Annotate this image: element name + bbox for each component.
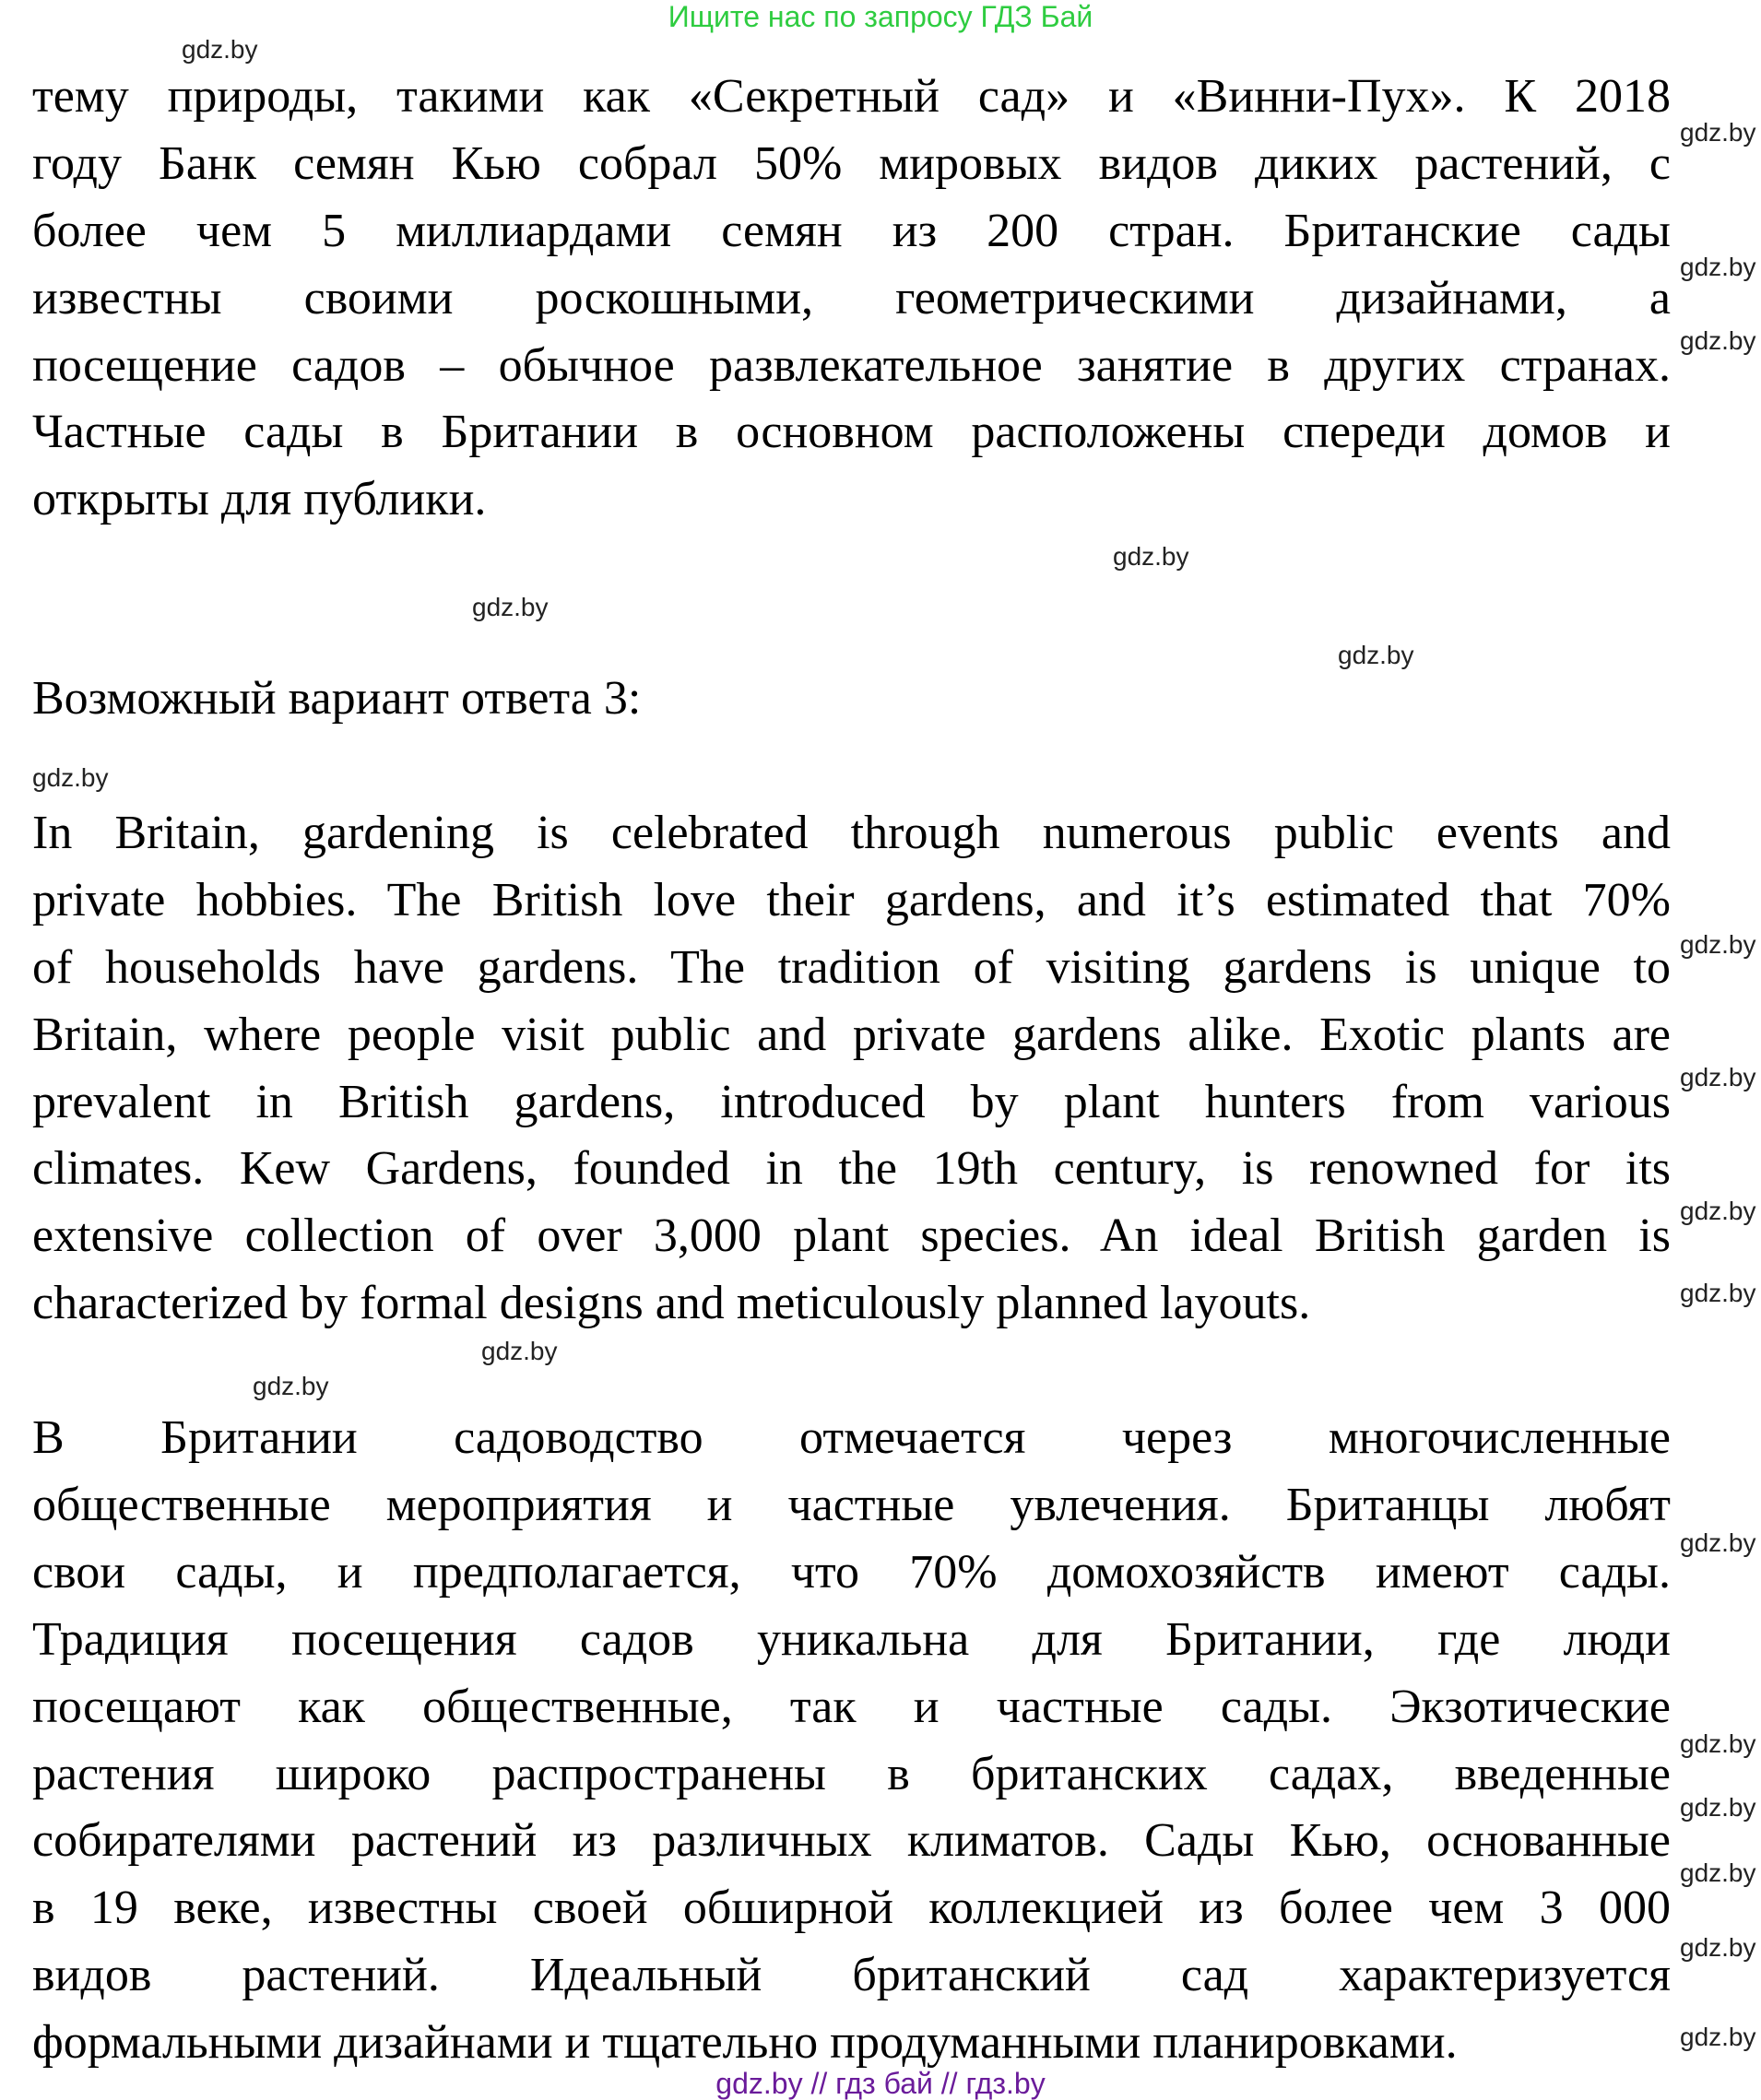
- watermark: gdz.by: [1680, 1793, 1756, 1822]
- header-banner: Ищите нас по запросу ГДЗ Бай: [668, 0, 1093, 33]
- paragraph-en-line: climates. Kew Gardens, founded in the 19th century, is renowned for its: [32, 1142, 1671, 1196]
- paragraph-en-line: extensive collection of over 3,000 plant species. An ideal British garden is: [32, 1209, 1671, 1263]
- paragraph-en-line: Britain, where people visit public and private gardens alike. Exotic plants are: [32, 1008, 1671, 1061]
- paragraph-ru-line: растения широко распространены в британских садах, введенные: [32, 1747, 1671, 1800]
- paragraph1-line: году Банк семян Кью собрал 50% мировых видов диких растений, с: [32, 136, 1671, 190]
- paragraph-ru-line: общественные мероприятия и частные увлечения. Британцы любят: [32, 1478, 1671, 1531]
- paragraph-ru-line: В Британии садоводство отмечается через многочисленные: [32, 1411, 1671, 1465]
- watermark: gdz.by: [1680, 1063, 1756, 1091]
- watermark: gdz.by: [253, 1372, 329, 1400]
- paragraph1-line: открыты для публики.: [32, 473, 487, 526]
- watermark: gdz.by: [1338, 641, 1414, 669]
- watermark: gdz.by: [32, 763, 109, 792]
- watermark: gdz.by: [1680, 1729, 1756, 1758]
- watermark: gdz.by: [1680, 253, 1756, 281]
- watermark: gdz.by: [1680, 1858, 1756, 1887]
- paragraph1-line: Частные сады в Британии в основном расположены спереди домов и: [32, 406, 1671, 459]
- paragraph-ru-line: собирателями растений из различных климатов. Сады Кью, основанные: [32, 1814, 1671, 1868]
- paragraph-ru-line: в 19 веке, известны своей обширной коллекцией из более чем 3 000: [32, 1882, 1671, 1935]
- footer-banner: gdz.by // гдз бай // гдз.by: [715, 2067, 1046, 2100]
- watermark: gdz.by: [1680, 118, 1756, 147]
- watermark: gdz.by: [182, 35, 258, 64]
- watermark: gdz.by: [1680, 2023, 1756, 2051]
- watermark: gdz.by: [1680, 1933, 1756, 1962]
- watermark: gdz.by: [481, 1337, 558, 1365]
- watermark: gdz.by: [1680, 1279, 1756, 1307]
- paragraph-ru-line: свои сады, и предполагается, что 70% домохозяйств имеют сады.: [32, 1545, 1671, 1599]
- watermark: gdz.by: [1680, 1197, 1756, 1225]
- paragraph-en-line: private hobbies. The British love their gardens, and it’s estimated that 70%: [32, 873, 1671, 926]
- watermark: gdz.by: [1680, 326, 1756, 355]
- paragraph1-line: известны своими роскошными, геометрическими дизайнами, а: [32, 271, 1671, 324]
- paragraph-ru-line: формальными дизайнами и тщательно продуманными планировками.: [32, 2016, 1458, 2070]
- paragraph-ru-line: посещают как общественные, так и частные сады. Экзотические: [32, 1680, 1671, 1733]
- paragraph-en-line: characterized by formal designs and meticulously planned layouts.: [32, 1277, 1311, 1330]
- paragraph-en-line: prevalent in British gardens, introduced by plant hunters from various: [32, 1075, 1671, 1128]
- watermark: gdz.by: [1680, 1528, 1756, 1557]
- paragraph-en-line: of households have gardens. The tradition of visiting gardens is unique to: [32, 940, 1671, 994]
- watermark: gdz.by: [1113, 542, 1189, 571]
- paragraph1-line: тему природы, такими как «Секретный сад» и «Винни-Пух». К 2018: [32, 69, 1671, 123]
- paragraph-en-line: In Britain, gardening is celebrated through numerous public events and: [32, 806, 1671, 859]
- paragraph1-line: более чем 5 миллиардами семян из 200 стран. Британские сады: [32, 204, 1671, 257]
- watermark: gdz.by: [472, 593, 549, 621]
- paragraph-ru-line: видов растений. Идеальный британский сад характеризуется: [32, 1949, 1671, 2002]
- answer-heading: Возможный вариант ответа 3:: [32, 672, 642, 726]
- paragraph1-line: посещение садов – обычное развлекательное занятие в других странах.: [32, 338, 1671, 392]
- paragraph-ru-line: Традиция посещения садов уникальна для Британии, где люди: [32, 1612, 1671, 1666]
- watermark: gdz.by: [1680, 930, 1756, 959]
